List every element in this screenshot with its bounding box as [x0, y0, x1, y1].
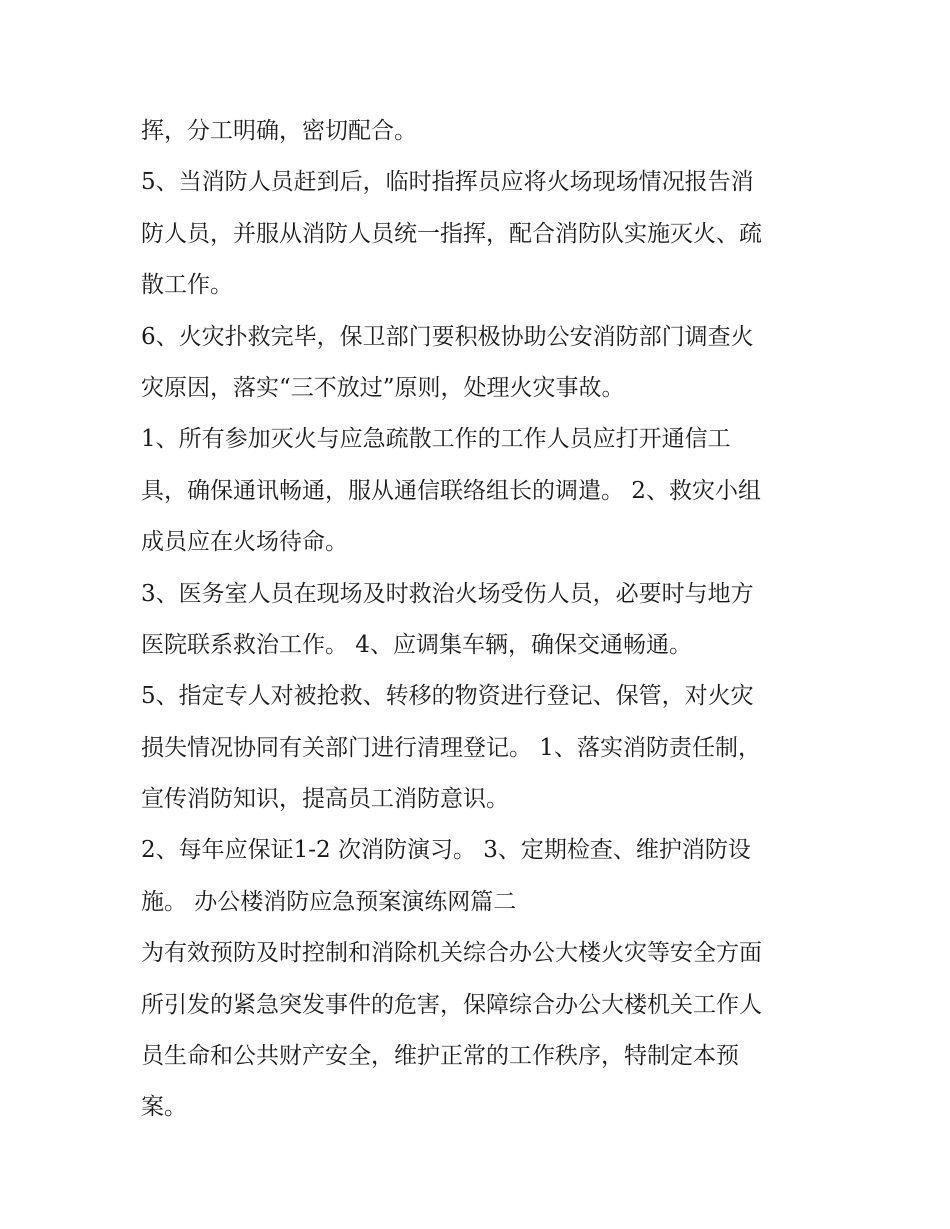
- text-line: 5、指定专人对被抢救、转移的物资进行登记、保管，对火灾: [141, 683, 754, 710]
- document-body: [141, 106, 821, 1134]
- text-line: 为有效预防及时控制和消除机关综合办公大楼火灾等安全方面: [141, 940, 762, 967]
- text-line: 宣传消防知识，提高员工消防意识。: [141, 786, 509, 813]
- text-line: 挥，分工明确，密切配合。: [141, 118, 417, 144]
- text-line: 员生命和公共财产安全，维护正常的工作秩序，特制定本预: [141, 1043, 739, 1070]
- text-line: 成员应在火场待命。: [141, 529, 348, 556]
- text-line: 医院联系救治工作。 4、应调集车辆，确保交通畅通。: [141, 631, 692, 658]
- text-line: 施。 办公楼消防应急预案演练网篇二: [141, 888, 517, 915]
- text-line: 损失情况协同有关部门进行清理登记。 1、落实消防责任制，: [141, 734, 761, 761]
- text-line: 6、火灾扑救完毕，保卫部门要积极协助公安消防部门调查火: [141, 323, 754, 350]
- text-line: 5、当消防人员赶到后，临时指挥员应将火场现场情况报告消: [141, 169, 754, 196]
- text-line: 2、每年应保证1-2 次消防演习。 3、定期检查、维护消防设: [141, 837, 751, 864]
- text-line: 1、所有参加灭火与应急疏散工作的工作人员应打开通信工: [141, 426, 731, 453]
- text-line: 灾原因，落实“三不放过”原则，处理火灾事故。: [141, 374, 625, 401]
- text-line: 散工作。: [141, 272, 233, 299]
- text-line: 防人员，并服从消防人员统一指挥，配合消防队实施灭火、疏: [141, 220, 762, 247]
- text-line: 3、医务室人员在现场及时救治火场受伤人员，必要时与地方: [141, 580, 754, 607]
- text-line: 所引发的紧急突发事件的危害，保障综合办公大楼机关工作人: [141, 991, 762, 1018]
- text-line: 具，确保通讯畅通，服从通信联络组长的调遣。 2、救灾小组: [141, 477, 761, 504]
- text-line: 案。: [141, 1094, 187, 1121]
